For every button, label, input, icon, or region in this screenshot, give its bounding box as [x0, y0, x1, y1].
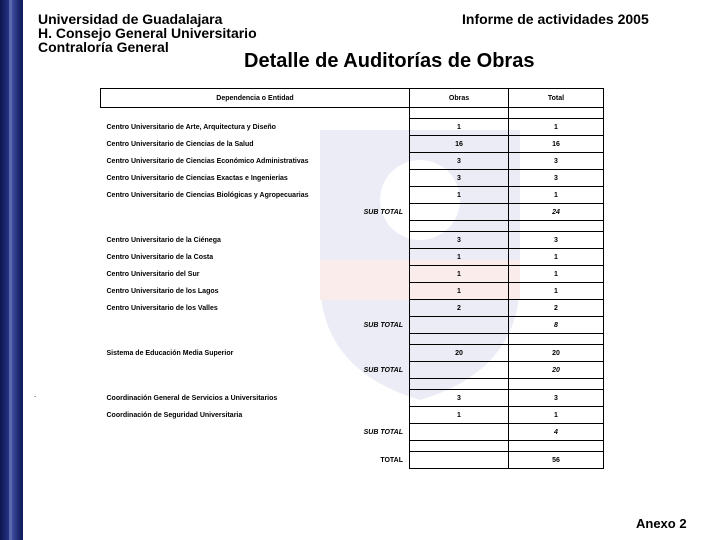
table-row — [101, 153, 604, 170]
subtotal-obras-cell — [410, 362, 509, 379]
dependencia-cell: Centro Universitario de Ciencias de la Salud — [106, 140, 254, 148]
dependencia-cell: Sistema de Educación Media Superior — [106, 349, 234, 357]
spacer-cell — [410, 221, 509, 232]
annex-label: Anexo 2 — [636, 516, 687, 531]
spacer-cell — [101, 108, 410, 119]
total-cell: 1 — [509, 266, 604, 283]
subtotal-obras-cell — [410, 204, 509, 221]
spacer-row — [101, 334, 604, 345]
table-header-row — [101, 89, 604, 108]
obras-cell: 16 — [410, 136, 509, 153]
obras-cell: 3 — [410, 170, 509, 187]
total-label: TOTAL — [380, 456, 403, 464]
spacer-cell — [101, 441, 410, 452]
dependencia-cell: Coordinación de Seguridad Universitaria — [106, 411, 243, 419]
org-line-2: H. Consejo General Universitario — [38, 25, 257, 41]
obras-cell: 1 — [410, 249, 509, 266]
obras-cell: 2 — [410, 300, 509, 317]
col-header-dependencia: Dependencia o Entidad — [101, 89, 410, 108]
subtotal-value: 20 — [509, 362, 604, 379]
spacer-cell — [410, 379, 509, 390]
table-row — [101, 119, 604, 136]
org-line-3: Contraloría General — [38, 39, 169, 55]
dependencia-cell: Centro Universitario de Ciencias Exactas e Ingenierías — [106, 174, 288, 182]
obras-cell: 3 — [410, 153, 509, 170]
dependencia-cell: Centro Universitario de los Lagos — [106, 287, 219, 295]
dependencia-cell: Centro Universitario de la Costa — [106, 253, 214, 261]
dependencia-cell: Coordinación General de Servicios a Universitarios — [106, 394, 278, 402]
subtotal-label: SUB TOTAL — [363, 366, 403, 374]
total-cell: 3 — [509, 390, 604, 407]
table-row — [101, 300, 604, 317]
subtotal-row — [101, 317, 604, 334]
audits-table — [100, 88, 604, 469]
table-row — [101, 407, 604, 424]
table-row — [101, 249, 604, 266]
total-cell: 1 — [509, 283, 604, 300]
sidebar-band — [0, 0, 23, 540]
dependencia-cell: Centro Universitario de la Ciénega — [106, 236, 221, 244]
spacer-cell — [509, 221, 604, 232]
subtotal-label: SUB TOTAL — [363, 208, 403, 216]
dependencia-cell: Centro Universitario de Ciencias Económico Administrativas — [106, 157, 309, 165]
obras-cell: 1 — [410, 119, 509, 136]
spacer-cell — [509, 334, 604, 345]
subtotal-value: 8 — [509, 317, 604, 334]
total-cell: 1 — [509, 119, 604, 136]
total-cell: 1 — [509, 187, 604, 204]
total-cell: 1 — [509, 407, 604, 424]
subtotal-row — [101, 424, 604, 441]
subtotal-row — [101, 362, 604, 379]
table-row — [101, 232, 604, 249]
obras-cell: 3 — [410, 232, 509, 249]
total-cell: 2 — [509, 300, 604, 317]
col-header-total: Total — [509, 89, 604, 108]
dependencia-cell: Centro Universitario del Sur — [106, 270, 200, 278]
obras-cell: 3 — [410, 390, 509, 407]
obras-cell: 1 — [410, 187, 509, 204]
report-title: Informe de actividades 2005 — [462, 11, 649, 27]
obras-cell: 1 — [410, 407, 509, 424]
table-row — [101, 266, 604, 283]
spacer-cell — [410, 441, 509, 452]
total-cell: 3 — [509, 232, 604, 249]
subtotal-row — [101, 204, 604, 221]
subtotal-obras-cell — [410, 317, 509, 334]
table-row — [101, 283, 604, 300]
obras-cell: 20 — [410, 345, 509, 362]
org-line-1: Universidad de Guadalajara — [38, 11, 223, 27]
total-obras-cell — [410, 452, 509, 469]
subtotal-value: 24 — [509, 204, 604, 221]
dependencia-cell: Centro Universitario de Ciencias Biológicas y Agropecuarias — [106, 191, 309, 199]
table-row — [101, 170, 604, 187]
col-header-obras: Obras — [410, 89, 509, 108]
spacer-cell — [410, 334, 509, 345]
table-row — [101, 136, 604, 153]
spacer-cell — [101, 334, 410, 345]
total-cell: 3 — [509, 170, 604, 187]
table-row — [101, 390, 604, 407]
subtotal-obras-cell — [410, 424, 509, 441]
total-cell: 16 — [509, 136, 604, 153]
obras-cell: 1 — [410, 266, 509, 283]
spacer-cell — [410, 108, 509, 119]
spacer-cell — [509, 108, 604, 119]
sidebar-highlight — [9, 0, 12, 540]
dependencia-cell: Centro Universitario de Arte, Arquitectura y Diseño — [106, 123, 276, 131]
total-cell: 20 — [509, 345, 604, 362]
subtotal-value: 4 — [509, 424, 604, 441]
total-cell: 1 — [509, 249, 604, 266]
spacer-row — [101, 221, 604, 232]
spacer-cell — [509, 441, 604, 452]
spacer-cell — [509, 379, 604, 390]
spacer-row — [101, 379, 604, 390]
spacer-row — [101, 441, 604, 452]
spacer-cell — [101, 379, 410, 390]
total-cell: 3 — [509, 153, 604, 170]
table-row — [101, 187, 604, 204]
stray-mark: . — [34, 390, 37, 399]
subtotal-label: SUB TOTAL — [363, 428, 403, 436]
spacer-cell — [101, 221, 410, 232]
dependencia-cell: Centro Universitario de los Valles — [106, 304, 218, 312]
page-title: Detalle de Auditorías de Obras — [244, 50, 535, 72]
table-row — [101, 345, 604, 362]
obras-cell: 1 — [410, 283, 509, 300]
total-row — [101, 452, 604, 469]
subtotal-label: SUB TOTAL — [363, 321, 403, 329]
spacer-row — [101, 108, 604, 119]
total-value: 56 — [509, 452, 604, 469]
